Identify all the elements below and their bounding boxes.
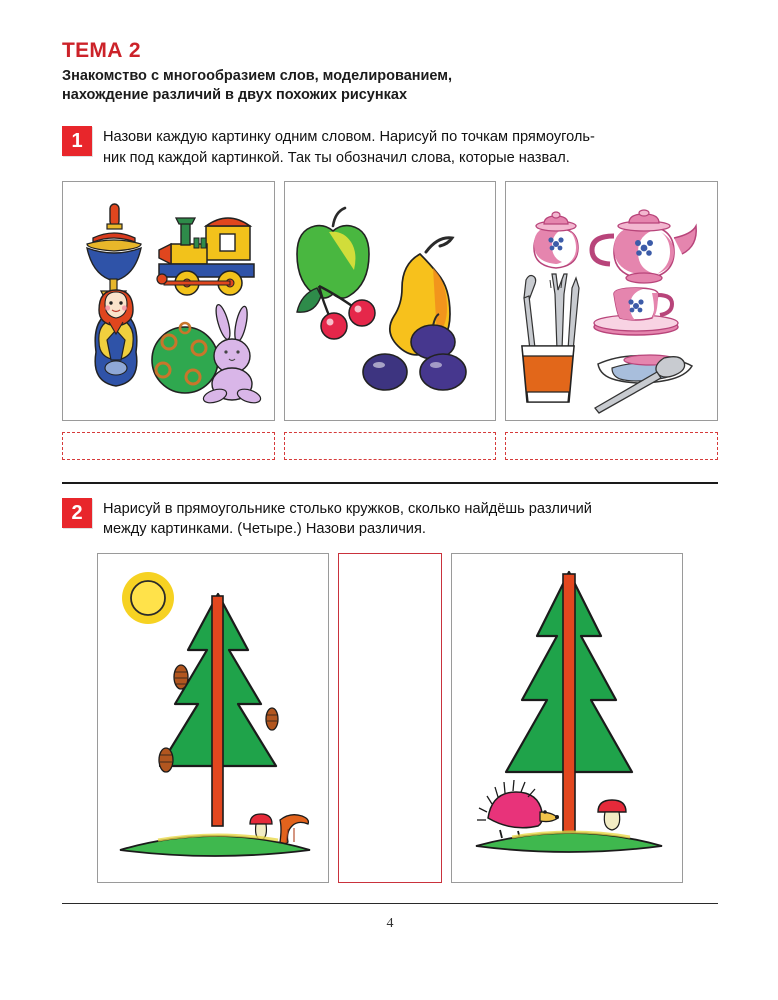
page-number: 4: [386, 916, 394, 931]
task-1-instructions: [103, 126, 595, 168]
page-title: ТЕМА 2: [62, 39, 141, 62]
hedgehog-illustration: [477, 780, 559, 839]
answer-strip-dishes[interactable]: [505, 432, 718, 460]
task-2-line-1: Нарисуй в прямоугольнике столько кружков, сколько найдёшь различий: [103, 500, 592, 517]
task-1-line-2: ник под каждой картинкой. Так ты обозначил слова, которые назвал.: [103, 149, 570, 166]
spinning-top-illustration: [87, 204, 141, 297]
page-subtitle: [62, 67, 718, 105]
footer-rule: [62, 903, 718, 904]
comparison-scene-row: [62, 553, 718, 883]
task-2-number-badge: 2: [62, 498, 92, 528]
task-2-instructions: [103, 498, 592, 540]
page-footer: [62, 903, 718, 932]
sun-icon: [122, 572, 174, 624]
picture-box-dishes: [505, 181, 718, 421]
task-2: [62, 498, 718, 540]
task-1: [62, 126, 718, 168]
answer-strip-fruits[interactable]: [284, 432, 497, 460]
scene-left-spruce-with-sun: [97, 553, 329, 883]
sugar-bowl-illustration: [534, 212, 578, 268]
circles-answer-box[interactable]: [338, 553, 442, 883]
ball-illustration: [152, 323, 218, 393]
spruce-tree-illustration: [160, 594, 276, 826]
chanterelle-illustration: [280, 815, 308, 844]
subtitle-line-1: Знакомство с многообразием слов, моделированием,: [62, 68, 453, 84]
ground-illustration: [476, 832, 662, 852]
task-2-line-2: между картинками. (Четыре.) Назови различия.: [103, 521, 426, 538]
train-illustration: [157, 218, 254, 295]
picture-box-row: [62, 181, 718, 421]
teapot-illustration: [592, 210, 696, 283]
mushroom-illustration: [598, 800, 626, 830]
subtitle-line-2: нахождение различий в двух похожих рисунках: [62, 87, 408, 104]
cutlery-holder-illustration: [522, 274, 579, 402]
matryoshka-illustration: [95, 290, 137, 386]
apple-illustration: [297, 208, 369, 298]
answer-strip-toys[interactable]: [62, 432, 275, 460]
picture-box-fruits: [284, 181, 497, 421]
section-divider: [62, 482, 718, 484]
picture-box-toys: [62, 181, 275, 421]
plate-with-spoon-illustration: [595, 355, 692, 413]
cup-and-saucer-illustration: [594, 288, 678, 335]
task-1-line-1: Назови каждую картинку одним словом. Нарисуй по точкам прямоуголь-: [103, 129, 595, 146]
answer-strip-row: [62, 432, 718, 460]
page-content: [62, 40, 718, 883]
task-1-number-badge: 1: [62, 126, 92, 156]
scene-right-spruce-with-hedgehog: [451, 553, 683, 883]
